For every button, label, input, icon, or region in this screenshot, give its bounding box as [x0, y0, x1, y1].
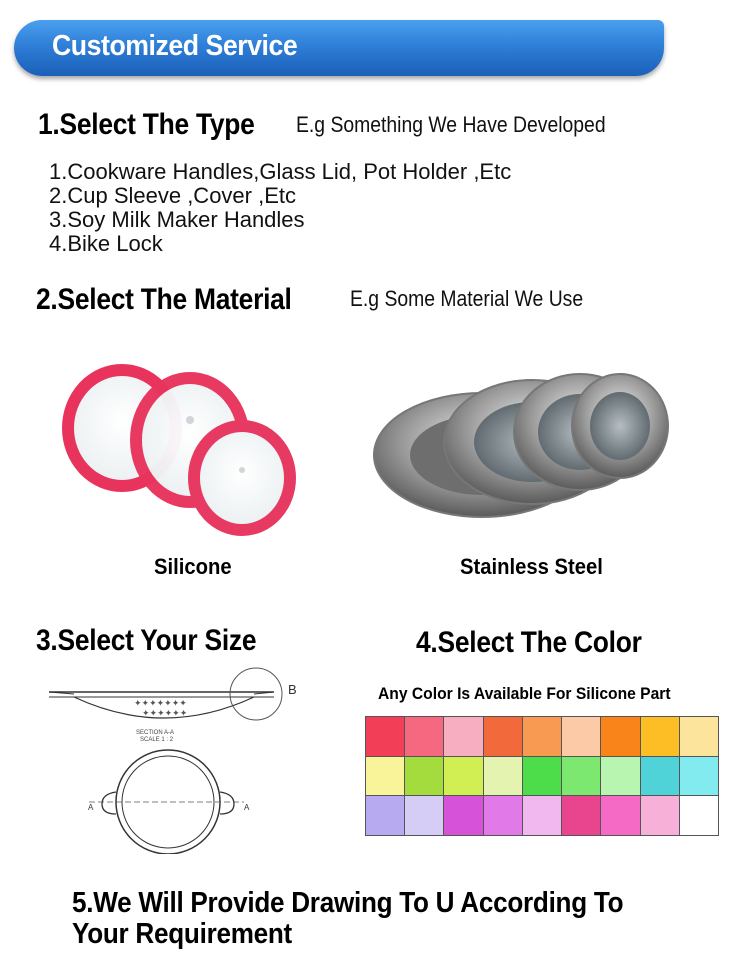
- step5-text: 5.We Will Provide Drawing To U According To Your Requirement: [72, 887, 624, 950]
- step4-heading: 4.Select The Color: [416, 626, 642, 659]
- color-swatch[interactable]: [641, 757, 679, 796]
- color-swatch[interactable]: [641, 717, 679, 756]
- silicone-lids-image: [60, 360, 300, 540]
- list-item: 3.Soy Milk Maker Handles: [49, 207, 305, 232]
- color-swatch[interactable]: [405, 757, 443, 796]
- color-swatch[interactable]: [484, 796, 522, 835]
- color-swatch[interactable]: [680, 796, 718, 835]
- step3-heading: 3.Select Your Size: [36, 624, 257, 657]
- color-swatch[interactable]: [680, 717, 718, 756]
- step1-note: E.g Something We Have Developed: [296, 112, 606, 137]
- list-item: 2.Cup Sleeve ,Cover ,Etc: [49, 183, 297, 208]
- color-swatch[interactable]: [444, 757, 482, 796]
- stainless-lids-image: [372, 360, 672, 530]
- type-list: [49, 160, 511, 256]
- color-swatch[interactable]: [405, 717, 443, 756]
- header-banner: [14, 20, 664, 76]
- cut-label-left: A: [88, 803, 94, 812]
- size-drawing-image: [44, 664, 314, 854]
- color-swatch[interactable]: [444, 717, 482, 756]
- color-swatch[interactable]: [562, 757, 600, 796]
- color-swatch[interactable]: [601, 796, 639, 835]
- list-item: 1.Cookware Handles,Glass Lid, Pot Holder ,Etc: [49, 159, 512, 184]
- svg-text:✦✦✦✦✦✦: ✦✦✦✦✦✦: [142, 709, 188, 719]
- material-label-silicone: Silicone: [154, 554, 232, 579]
- color-swatch[interactable]: [484, 757, 522, 796]
- color-swatch[interactable]: [641, 796, 679, 835]
- color-swatch[interactable]: [523, 717, 561, 756]
- color-subtitle: Any Color Is Available For Silicone Part: [378, 684, 671, 703]
- color-swatch[interactable]: [601, 717, 639, 756]
- step2-note: E.g Some Material We Use: [350, 286, 584, 311]
- color-swatch[interactable]: [601, 757, 639, 796]
- color-swatch[interactable]: [366, 717, 404, 756]
- step2-heading: 2.Select The Material: [36, 283, 292, 316]
- section-label: SECTION A-A: [136, 730, 175, 736]
- color-swatch[interactable]: [523, 757, 561, 796]
- color-swatch[interactable]: [484, 717, 522, 756]
- banner-title: Customized Service: [52, 30, 298, 62]
- color-swatch[interactable]: [444, 796, 482, 835]
- color-grid: [365, 716, 719, 836]
- color-swatch[interactable]: [562, 796, 600, 835]
- material-label-stainless: Stainless Steel: [460, 554, 603, 579]
- cut-label-right: A: [244, 803, 250, 812]
- scale-label: SCALE 1 : 2: [140, 737, 174, 743]
- color-swatch[interactable]: [366, 796, 404, 835]
- step1-heading: 1.Select The Type: [38, 108, 255, 141]
- color-swatch[interactable]: [523, 796, 561, 835]
- color-swatch[interactable]: [562, 717, 600, 756]
- list-item: 4.Bike Lock: [49, 231, 163, 256]
- color-swatch[interactable]: [366, 757, 404, 796]
- detail-label: B: [288, 682, 297, 697]
- svg-text:✦✦✦✦✦✦✦: ✦✦✦✦✦✦✦: [134, 699, 187, 709]
- color-swatch[interactable]: [680, 757, 718, 796]
- color-swatch[interactable]: [405, 796, 443, 835]
